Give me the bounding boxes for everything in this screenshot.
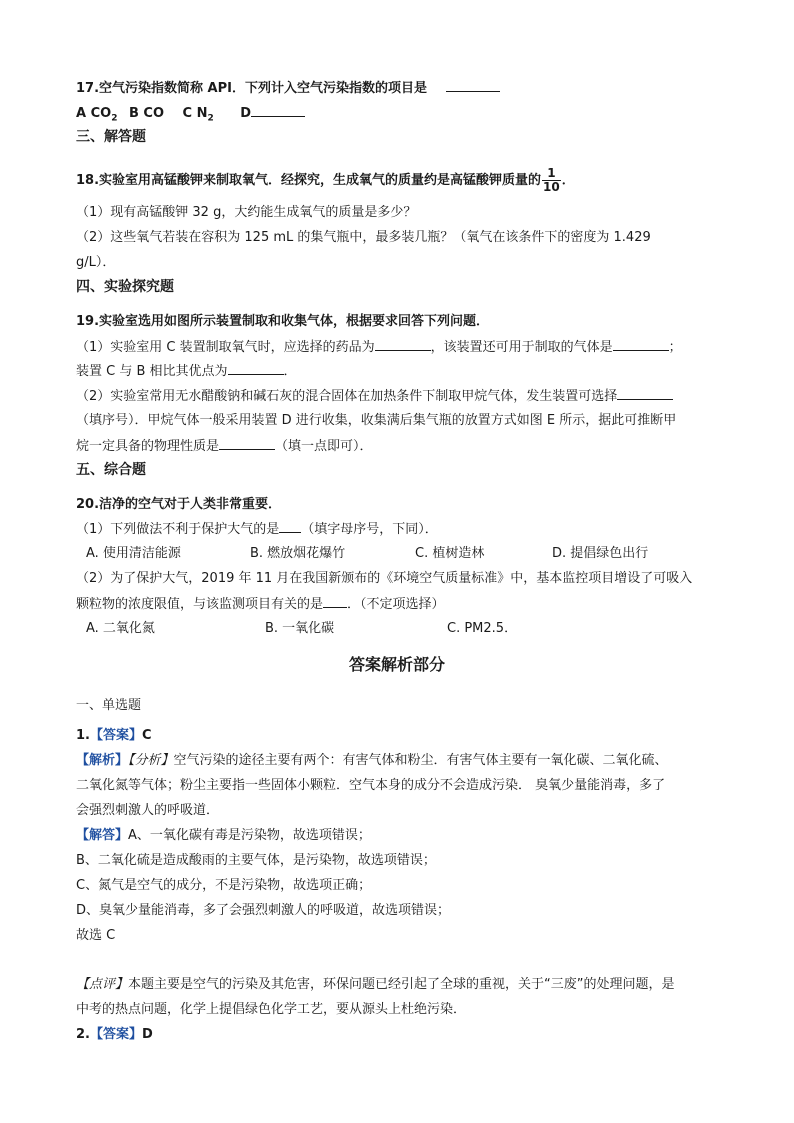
q20-option-d: D. 提倡绿色出行 [552, 546, 649, 561]
section-heading-4: 四、实验探究题 [76, 279, 174, 295]
option-d: D [240, 106, 305, 121]
question-17 [76, 79, 500, 98]
solution-line-3: C、氮气是空气的成分，不是污染物，故选项正确； [76, 878, 372, 893]
section-heading-5: 五、综合题 [76, 462, 146, 478]
answer-blank [617, 387, 673, 400]
q20-option2-b: B. 一氧化碳 [265, 621, 335, 636]
question-20-part-2: （2）为了保护大气，2019 年 11 月在我国新颁布的《环境空气质量标准》中，基本监控项目增设了可吸入 [76, 571, 693, 586]
question-19-part-2-cont: （填序号）．甲烷气体一般采用装置 D 进行收集，收集满后集气瓶的放置方式如图 E 所示，据此可推断甲 [76, 413, 677, 428]
answer-subsection-heading: 一、单选题 [76, 698, 142, 713]
question-18-part-2: （2）这些氧气若装在容积为 125 mL 的集气瓶中，最多装几瓶？（氧气在该条件下的密度为 1.429 [76, 230, 651, 245]
question-20-text: 20.洁净的空气对于人类非常重要． [76, 497, 282, 512]
answer-blank [219, 437, 275, 450]
fraction: $\frac{1}{10}$ [543, 166, 560, 194]
solution-line-4: D、臭氧少量能消毒，多了会强烈刺激人的呼吸道，故选项错误； [76, 903, 451, 918]
q20-option-a: A. 使用清洁能源 [86, 546, 181, 561]
section-heading-3: 三、解答题 [76, 129, 146, 145]
answer-blank [323, 595, 347, 608]
analysis-line-3: 会强烈刺激人的呼吸道． [76, 803, 220, 818]
q20-option-b: B. 燃放烟花爆竹 [250, 546, 346, 561]
question-17-options [76, 104, 305, 128]
q20-option-c: C. 植树造林 [415, 546, 485, 561]
solution-line-2: B、二氧化硫是造成酸雨的主要气体，是污染物，故选项错误； [76, 853, 436, 868]
question-17-text: 17.空气污染指数简称 API．下列计入空气污染指数的项目是 [76, 81, 427, 96]
question-19-part-2-end: 烷一定具备的物理性质是 （填一点即可）． [76, 439, 373, 454]
answer-blank [446, 79, 500, 92]
comment-line-1: 【点评】本题主要是空气的污染及其危害，环保问题已经引起了全球的重视，关于“三废”的处理问题，是 [76, 977, 675, 992]
solution-line-1: 【解答】A、一氧化碳有毒是污染物，故选项错误； [76, 828, 371, 843]
analysis-line-1: 【解析】【分析】空气污染的途径主要有两个：有害气体和粉尘．有害气体主要有一氧化碳、二氧化硫、 [76, 753, 668, 768]
answer-blank [375, 338, 431, 351]
answer-blank [279, 520, 301, 533]
answer-section-title: 答案解析部分 [348, 655, 445, 674]
option-a: A $CO_2$ [76, 106, 118, 124]
question-19-part-1: （1）实验室用 C 装置制取氧气时，应选择的药品为 ，该装置还可用于制取的气体是 ； [76, 340, 682, 355]
option-b: B CO [128, 106, 165, 121]
analysis-line-2: 二氧化氮等气体；粉尘主要指一些固体小颗粒．空气本身的成分不会造成污染． 臭氧少量能消毒，多了 [76, 778, 666, 793]
answer-2: 2.【答案】D [76, 1027, 153, 1042]
question-19-part-1-cont: 装置 C 与 B 相比其优点为 ． [76, 364, 297, 379]
question-18-text: 18.实验室用高锰酸钾来制取氧气．经探究，生成氧气的质量约是高锰酸钾质量的 [76, 173, 542, 188]
question-18-part-1: （1）现有高锰酸钾 32 g，大约能生成氧气的质量是多少？ [76, 205, 417, 220]
q20-option2-a: A. 二氧化氮 [86, 621, 155, 636]
solution-conclusion: 故选 C [76, 928, 116, 943]
question-18: 18.实验室用高锰酸钾来制取氧气．经探究，生成氧气的质量约是高锰酸钾质量的 $\frac{1}{10}$ ． [76, 166, 575, 194]
answer-blank [613, 338, 669, 351]
option-c: C $N_2$ [182, 106, 214, 124]
question-20-part-1: （1）下列做法不利于保护大气的是 （填字母序号，下同）． [76, 522, 438, 537]
question-19-text: 19.实验室选用如图所示装置制取和收集气体，根据要求回答下列问题． [76, 314, 490, 329]
question-20-part-2-cont: 颗粒物的浓度限值，与该监测项目有关的是 ．（不定项选择） [76, 597, 445, 612]
question-19-part-2: （2）实验室常用无水醋酸钠和碱石灰的混合固体在加热条件下制取甲烷气体，发生装置可选择 [76, 387, 673, 406]
comment-line-2: 中考的热点问题，化学上提倡绿色化学工艺，要从源头上杜绝污染． [76, 1002, 467, 1017]
answer-blank [228, 362, 284, 375]
question-18-part-2-cont: g/L）． [76, 255, 116, 270]
answer-1: 1.【答案】C [76, 728, 152, 743]
q20-option2-c: C. PM2.5． [447, 621, 518, 636]
